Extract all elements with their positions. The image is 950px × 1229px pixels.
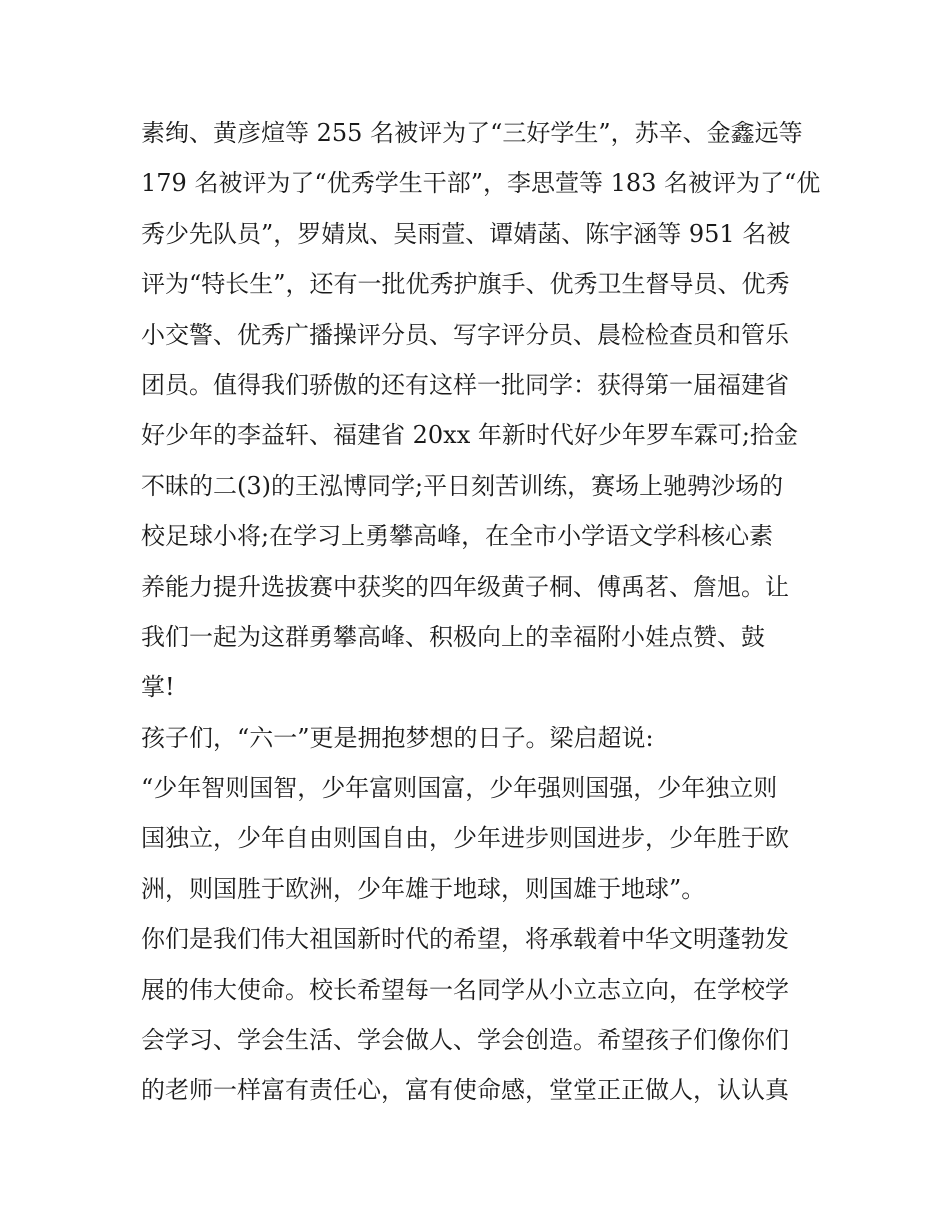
text-line: 不昧的二(3)的王泓博同学;平日刻苦训练，赛场上驰骋沙场的 (141, 471, 784, 500)
text-line: 素绚、黄彦煊等 255 名被评为了“三好学生”，苏辛、金鑫远等 (141, 119, 803, 147)
text-line: 小交警、优秀广播操评分员、写字评分员、晨检检查员和管乐 (141, 320, 789, 349)
text-line: 国独立，少年自由则国自由，少年进步则国进步，少年胜于欧 (141, 824, 789, 853)
text-line: 我们一起为这群勇攀高峰、积极向上的幸福附小娃点赞、鼓 (141, 622, 765, 651)
text-line: 179 名被评为了“优秀学生干部”，李思萱等 183 名被评为了“优 (141, 169, 821, 198)
text-line: 校足球小将;在学习上勇攀高峰，在全市小学语文学科核心素 (141, 522, 774, 551)
text-line: 秀少先队员”，罗婧岚、吴雨萱、谭婧菡、陈宇涵等 951 名被 (141, 219, 791, 248)
text-line: 你们是我们伟大祖国新时代的希望，将承载着中华文明蓬勃发 (141, 925, 789, 954)
text-line: 好少年的李益轩、福建省 20xx 年新时代好少年罗车霖可;拾金 (141, 421, 798, 450)
text-line: 评为“特长生”，还有一批优秀护旗手、优秀卫生督导员、优秀 (141, 270, 790, 299)
text-line: “少年智则国智，少年富则国富，少年强则国强，少年独立则 (141, 774, 778, 803)
body-text (141, 108, 821, 1116)
text-line: 的老师一样富有责任心，富有使命感，堂堂正正做人，认认真 (141, 1076, 789, 1105)
text-line: 养能力提升选拔赛中获奖的四年级黄子桐、傅禹茗、詹旭。让 (141, 572, 789, 601)
text-line: 掌! (141, 673, 175, 702)
text-line: 团员。值得我们骄傲的还有这样一批同学：获得第一届福建省 (141, 370, 789, 399)
text-line: 洲，则国胜于欧洲，少年雄于地球，则国雄于地球”。 (141, 874, 706, 903)
text-line: 会学习、学会生活、学会做人、学会创造。希望孩子们像你们 (141, 1026, 789, 1055)
text-line: 展的伟大使命。校长希望每一名同学从小立志立向，在学校学 (141, 975, 789, 1004)
text-line: 孩子们，“六一”更是拥抱梦想的日子。梁启超说: (141, 723, 654, 752)
